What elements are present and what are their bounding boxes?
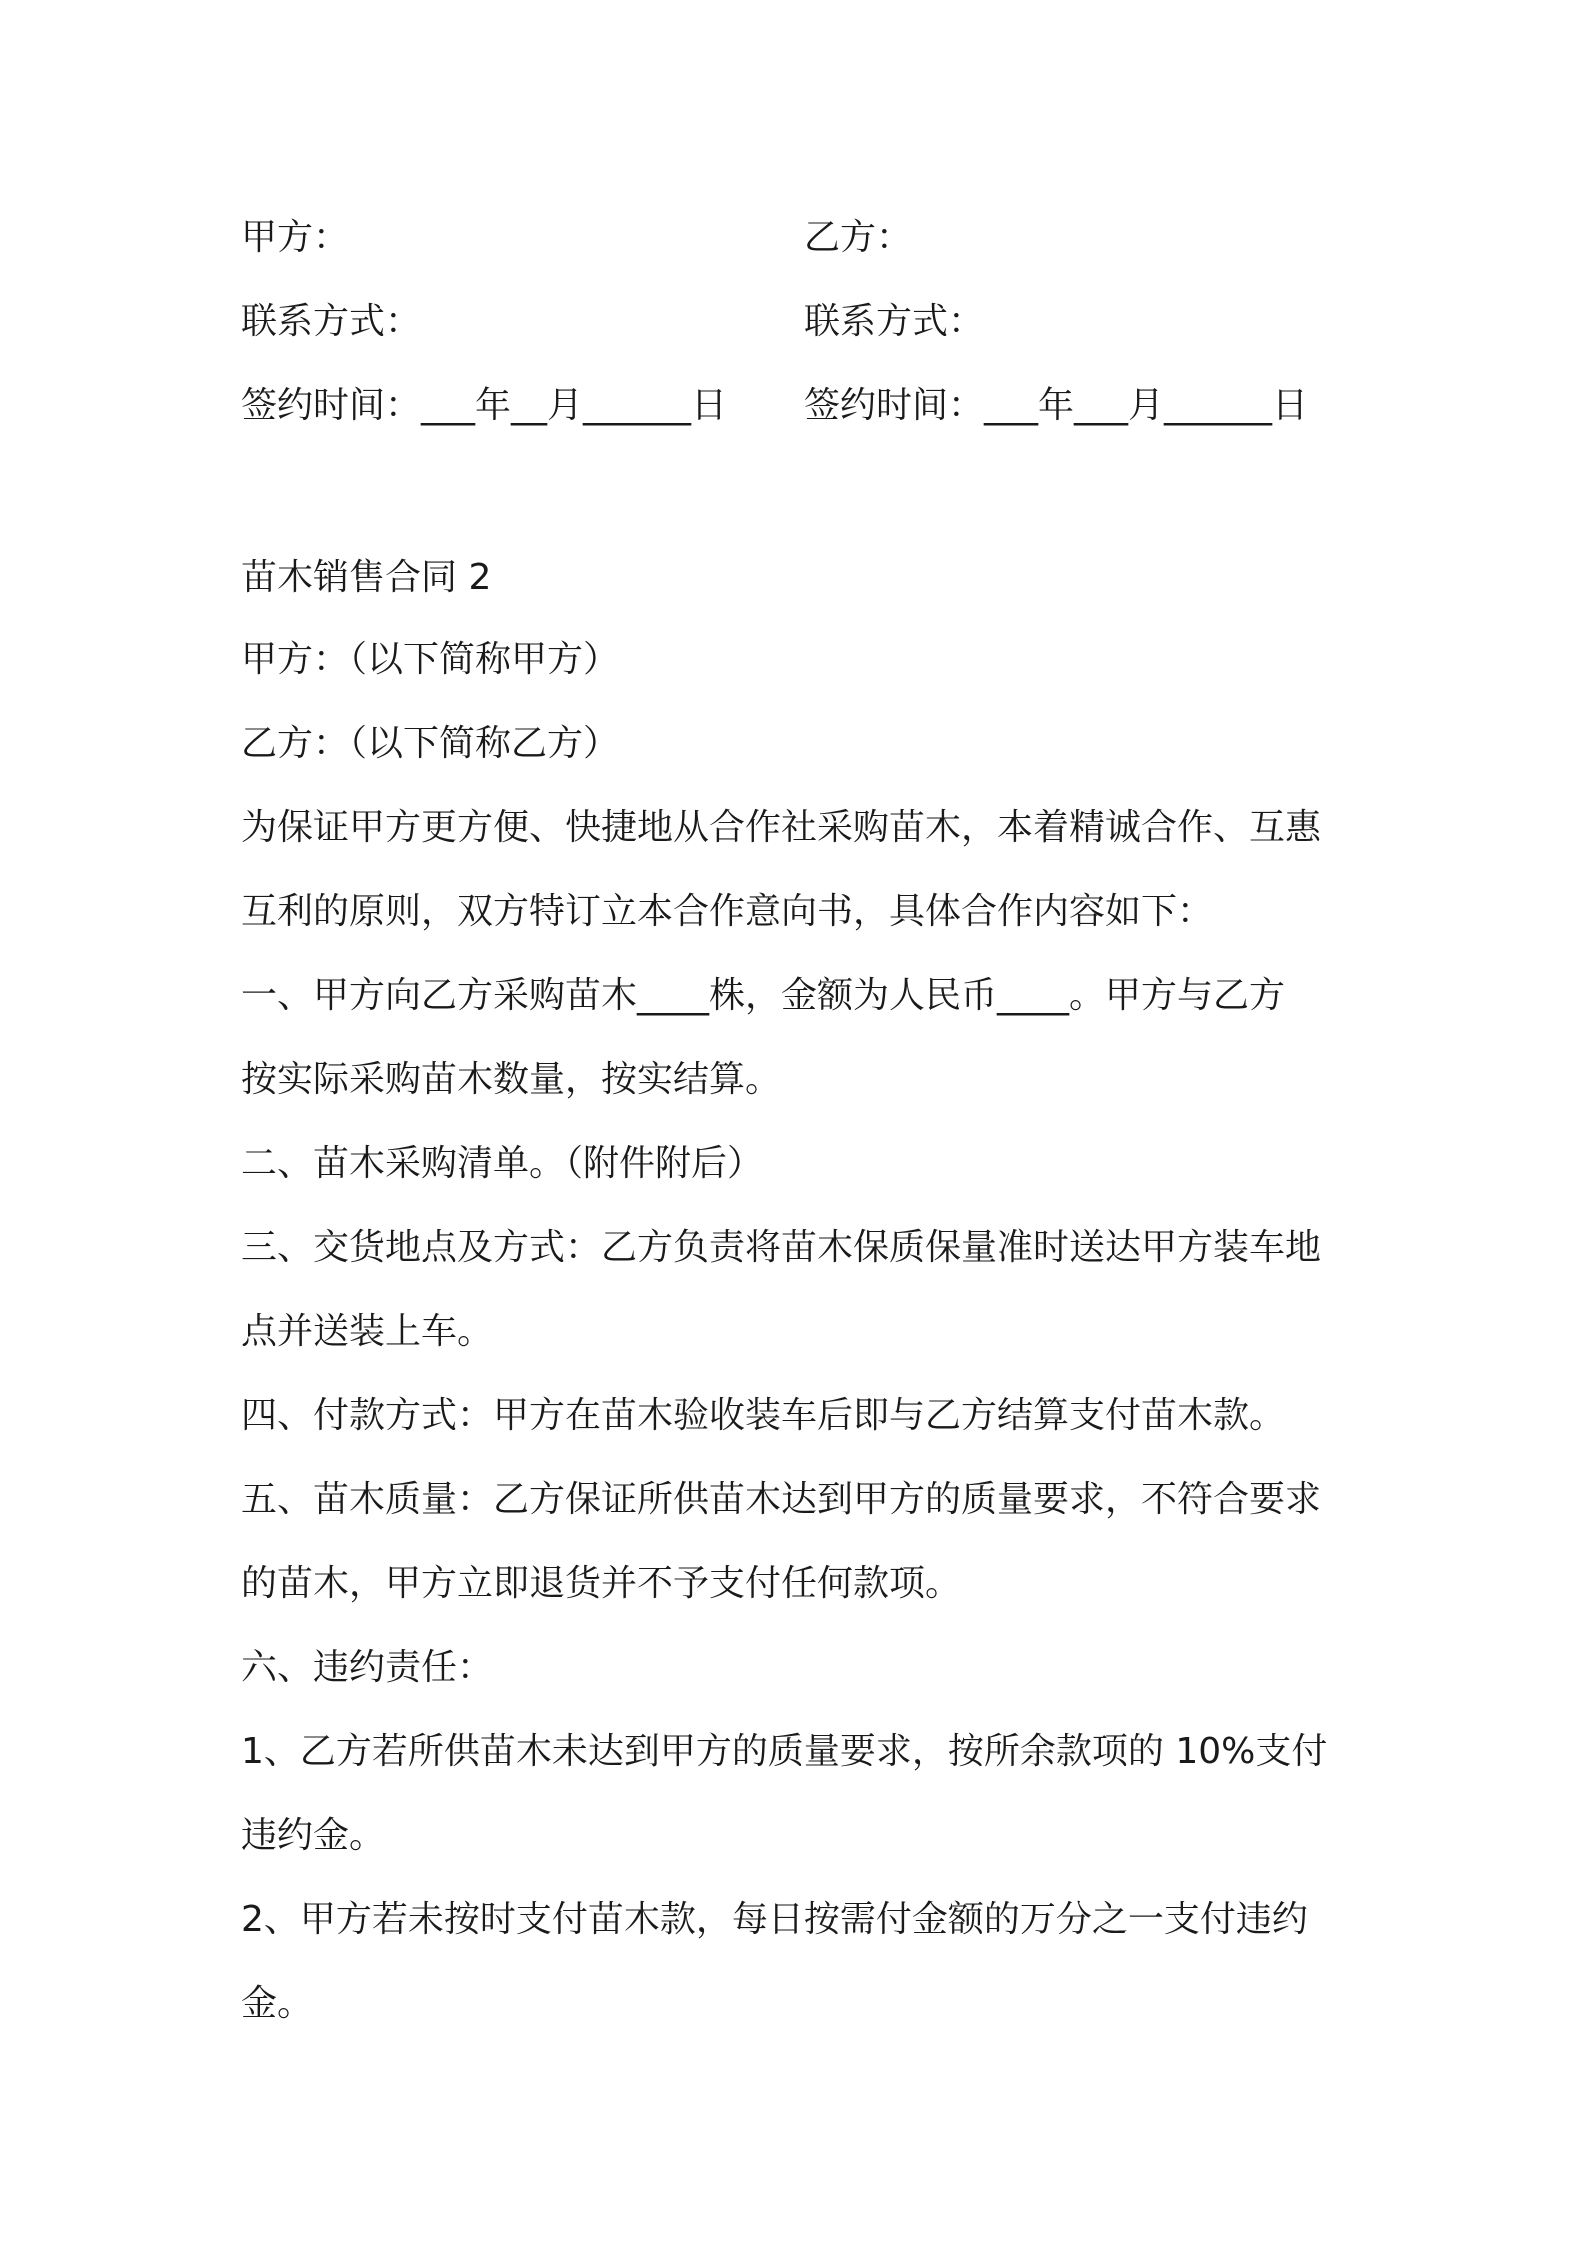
text-line: 二、苗木采购清单。（附件附后）	[241, 1143, 764, 1184]
party-a-label: 甲方：	[241, 217, 350, 258]
text-line: 金。	[241, 1983, 314, 2024]
contract-title: 苗木销售合同 2	[241, 557, 492, 598]
signature-row-date	[241, 364, 1361, 448]
text-line: 违约金。	[241, 1815, 386, 1856]
text-line: 1、乙方若所供苗木未达到甲方的质量要求，按所余款项的 10%支付	[241, 1731, 1328, 1772]
signature-block	[241, 196, 1361, 448]
text-line: 四、付款方式：甲方在苗木验收装车后即与乙方结算支付苗木款。	[241, 1395, 1286, 1436]
contract-body	[241, 538, 1356, 2046]
text-line: 甲方：（以下简称甲方）	[241, 639, 620, 680]
text-line: 按实际采购苗木数量，按实结算。	[241, 1059, 782, 1100]
date-a-label: 签约时间：___年__月______日	[241, 385, 728, 426]
text-line: 的苗木，甲方立即退货并不予支付任何款项。	[241, 1563, 962, 1604]
party-b-label: 乙方：	[804, 217, 913, 258]
text-line: 乙方：（以下简称乙方）	[241, 723, 620, 764]
text-line: 六、违约责任：	[241, 1647, 494, 1688]
text-line: 五、苗木质量：乙方保证所供苗木达到甲方的质量要求，不符合要求	[241, 1479, 1322, 1520]
text-line: 2、甲方若未按时支付苗木款，每日按需付金额的万分之一支付违约	[241, 1899, 1308, 1940]
text-line: 互利的原则，双方特订立本合作意向书，具体合作内容如下：	[241, 891, 1214, 932]
contact-b-label: 联系方式：	[804, 301, 985, 342]
contact-a-label: 联系方式：	[241, 301, 422, 342]
text-line: 三、交货地点及方式：乙方负责将苗木保质保量准时送达甲方装车地	[241, 1227, 1322, 1268]
text-line: 为保证甲方更方便、快捷地从合作社采购苗木，本着精诚合作、互惠	[241, 807, 1322, 848]
signature-row-contact	[241, 280, 1361, 364]
text-line: 一、甲方向乙方采购苗木____株，金额为人民币____。甲方与乙方	[241, 975, 1286, 1016]
signature-row-party	[241, 196, 1361, 280]
date-b-label: 签约时间：___年___月______日	[804, 385, 1309, 426]
text-line: 点并送装上车。	[241, 1311, 494, 1352]
